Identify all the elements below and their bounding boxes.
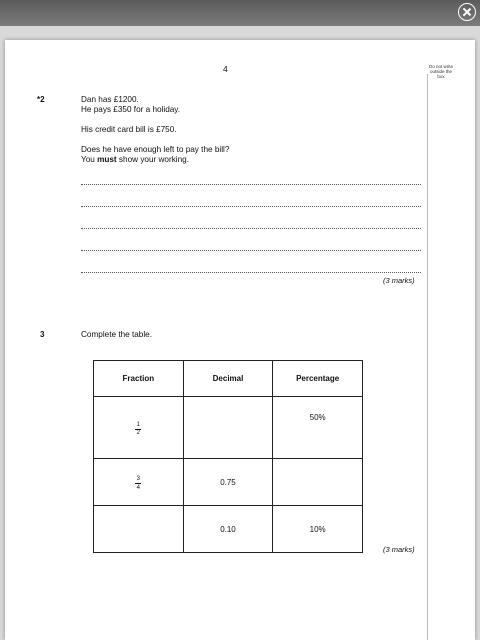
table-header-row — [94, 361, 363, 397]
answer-line-2[interactable] — [81, 206, 421, 207]
question-2-line-5 — [81, 155, 189, 165]
fraction-numerator: 1 — [136, 421, 140, 428]
question-2-line-4: Does he have enough left to pay the bill? — [81, 145, 230, 154]
close-icon[interactable] — [458, 3, 476, 21]
question-2-marks: (3 marks) — [383, 276, 415, 285]
cell-fraction — [94, 459, 184, 506]
cell-decimal: 0.10 — [183, 506, 273, 553]
question-3-instruction: Complete the table. — [81, 330, 153, 339]
fraction-denominator: 4 — [136, 484, 140, 491]
answer-line-4[interactable] — [81, 250, 421, 251]
document-page — [5, 40, 475, 640]
table-row — [94, 506, 363, 553]
cell-decimal-input[interactable] — [183, 397, 273, 459]
fraction-one-half — [135, 422, 141, 437]
header-fraction: Fraction — [94, 361, 184, 397]
answer-line-3[interactable] — [81, 228, 421, 229]
question-2-line-2: He pays £350 for a holiday. — [81, 105, 181, 114]
cell-fraction — [94, 397, 184, 459]
question-3-number: 3 — [40, 330, 45, 339]
question-2-line-1: Dan has £1200. — [81, 95, 139, 104]
cell-decimal: 0.75 — [183, 459, 273, 506]
question-2-number: *2 — [37, 95, 45, 104]
page-number: 4 — [223, 64, 228, 74]
table-row — [94, 397, 363, 459]
margin-note: Do not write outside the box — [428, 64, 453, 79]
cell-percentage: 50% — [273, 397, 363, 459]
fraction-three-quarters — [135, 476, 141, 491]
cell-percentage-input[interactable] — [273, 459, 363, 506]
fraction-numerator: 3 — [136, 476, 140, 482]
working-text-pre: You — [81, 155, 98, 164]
viewer-toolbar — [0, 0, 480, 26]
working-text-bold: must — [97, 155, 117, 164]
answer-line-1[interactable] — [81, 184, 421, 185]
answer-line-5[interactable] — [81, 272, 421, 273]
cell-percentage: 10% — [273, 506, 363, 553]
working-text-post: show your working. — [116, 155, 190, 164]
fraction-table — [93, 360, 363, 553]
table-row — [94, 459, 363, 506]
header-decimal: Decimal — [183, 361, 273, 397]
question-3-marks: (3 marks) — [383, 545, 415, 554]
question-2-line-3: His credit card bill is £750. — [81, 125, 177, 134]
fraction-denominator: 2 — [136, 430, 140, 436]
cell-fraction-input[interactable] — [94, 506, 184, 553]
header-percentage: Percentage — [273, 361, 363, 397]
margin-divider — [427, 74, 428, 640]
